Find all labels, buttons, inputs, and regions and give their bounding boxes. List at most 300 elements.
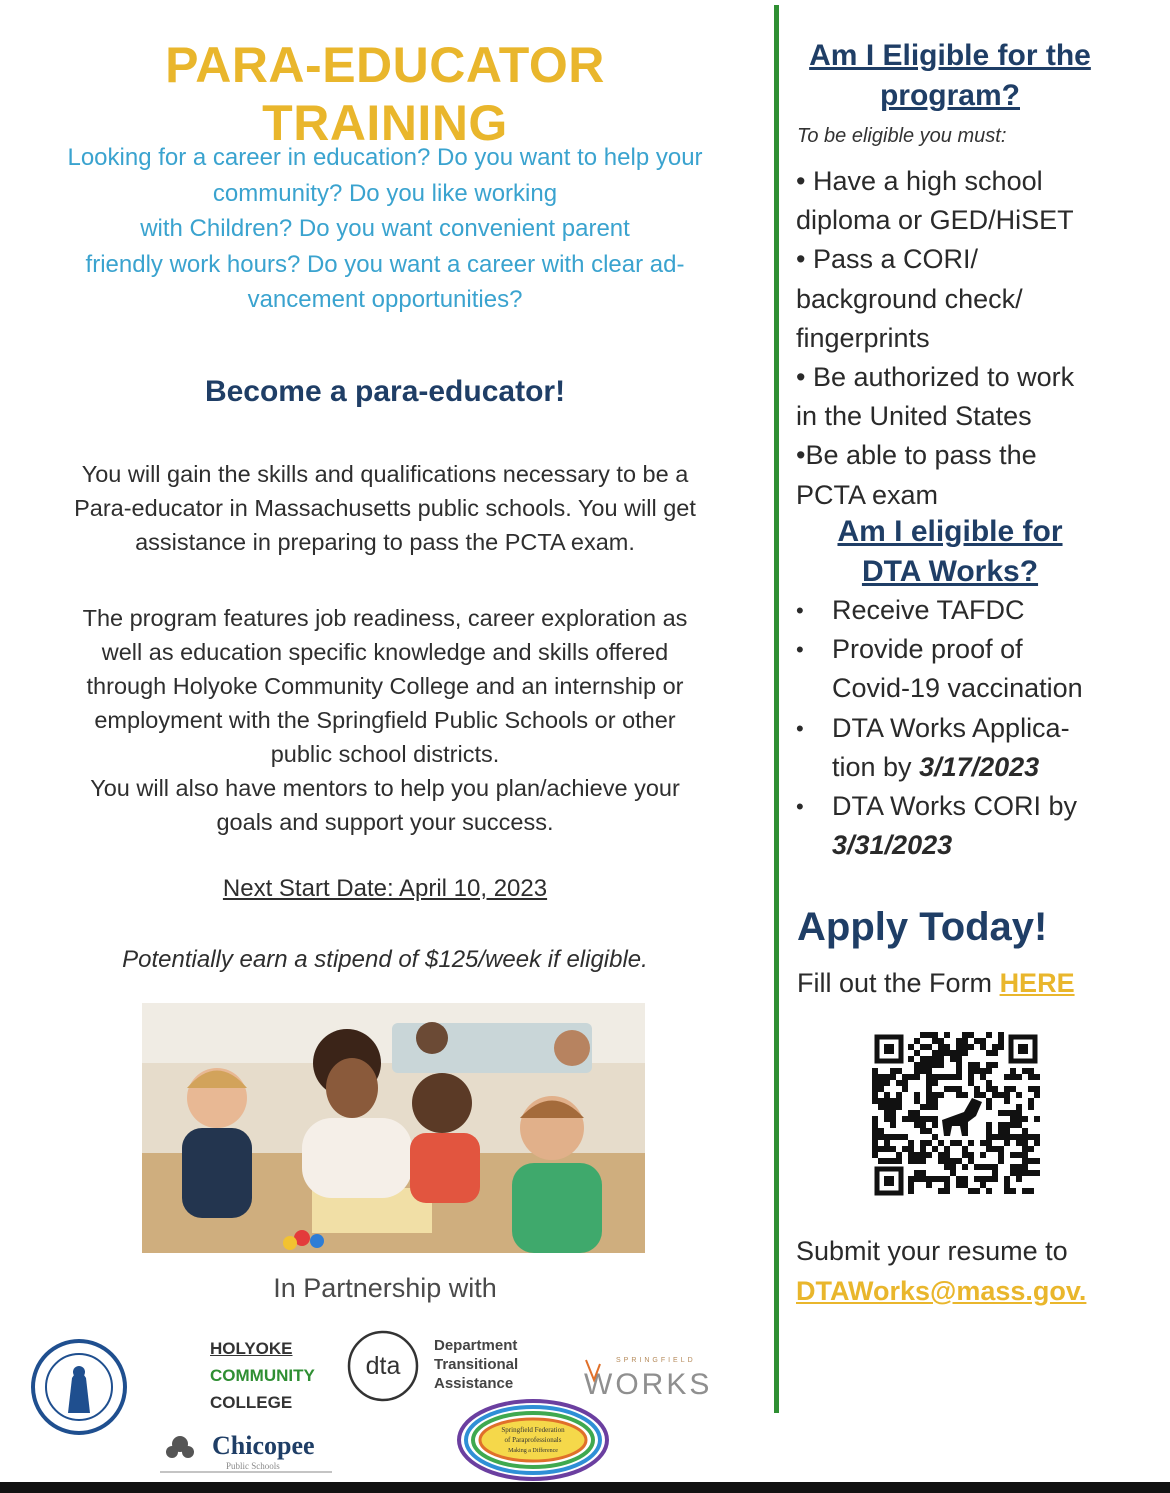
qr-module <box>1004 1074 1010 1080</box>
qr-module <box>1034 1134 1040 1140</box>
qr-module <box>890 1104 896 1110</box>
qr-module <box>884 1110 890 1116</box>
qr-module <box>1034 1116 1040 1122</box>
dta-works-list <box>796 591 1116 865</box>
qr-module <box>872 1086 878 1092</box>
qr-module <box>962 1164 968 1170</box>
qr-module <box>998 1152 1004 1158</box>
qr-module <box>992 1044 998 1050</box>
qr-module <box>962 1050 968 1056</box>
qr-module <box>872 1080 878 1086</box>
qr-module <box>920 1116 926 1122</box>
qr-module <box>896 1158 902 1164</box>
qr-module <box>908 1188 914 1194</box>
qr-module <box>1010 1152 1016 1158</box>
qr-module <box>1034 1086 1040 1092</box>
qr-module <box>938 1176 944 1182</box>
qr-module <box>1010 1116 1016 1122</box>
qr-module <box>998 1158 1004 1164</box>
start-date: Next Start Date: April 10, 2023 <box>222 875 548 902</box>
form-prompt: Fill out the Form HERE <box>797 968 1075 998</box>
qr-module <box>932 1074 938 1080</box>
qr-module <box>986 1176 992 1182</box>
qr-module <box>884 1098 890 1104</box>
qr-module <box>992 1170 998 1176</box>
qr-module <box>920 1104 926 1110</box>
qr-module <box>920 1140 926 1146</box>
qr-module <box>884 1158 890 1164</box>
qr-module <box>974 1062 980 1068</box>
qr-module <box>986 1164 992 1170</box>
qr-module <box>884 1140 890 1146</box>
qr-module <box>980 1038 986 1044</box>
qr-module <box>992 1050 998 1056</box>
qr-module <box>1034 1140 1040 1146</box>
qr-module <box>980 1044 986 1050</box>
qr-module <box>944 1158 950 1164</box>
qr-module <box>926 1080 932 1086</box>
qr-module <box>986 1122 992 1128</box>
qr-module <box>914 1092 920 1098</box>
qr-module <box>896 1068 902 1074</box>
qr-module <box>920 1056 926 1062</box>
qr-module <box>1034 1092 1040 1098</box>
intro-text: Looking for a career in education? Do you want to help your community? Do you like working with Children? Do you want convenient parent friendly work hours? Do you want a career with clear ad- vancement opportunities? <box>67 144 703 313</box>
qr-module <box>872 1116 878 1122</box>
qr-module <box>992 1176 998 1182</box>
qr-module <box>980 1164 986 1170</box>
qr-module <box>872 1074 878 1080</box>
dta-works-heading: Am I eligible for DTA Works? <box>837 515 1063 588</box>
qr-module <box>1028 1104 1034 1110</box>
qr-module <box>950 1164 956 1170</box>
qr-module <box>872 1068 878 1074</box>
qr-module <box>944 1074 950 1080</box>
qr-module <box>926 1044 932 1050</box>
qr-module <box>932 1104 938 1110</box>
qr-module <box>938 1056 944 1062</box>
qr-module <box>974 1068 980 1074</box>
federation-line-3: Making a Difference <box>508 1448 558 1454</box>
qr-module <box>932 1116 938 1122</box>
qr-module <box>914 1158 920 1164</box>
qr-module <box>962 1152 968 1158</box>
qr-module <box>986 1068 992 1074</box>
qr-module <box>968 1152 974 1158</box>
stipend-note: Potentially earn a stipend of $125/week if eligible. <box>122 946 648 973</box>
qr-module <box>962 1038 968 1044</box>
qr-module <box>968 1032 974 1038</box>
qr-module <box>1016 1074 1022 1080</box>
qr-module <box>1004 1188 1010 1194</box>
qr-module <box>956 1086 962 1092</box>
qr-module <box>932 1032 938 1038</box>
qr-module <box>890 1110 896 1116</box>
qr-module <box>926 1128 932 1134</box>
qr-module <box>1004 1086 1010 1092</box>
qr-module <box>1004 1110 1010 1116</box>
qr-module <box>908 1146 914 1152</box>
qr-module <box>1010 1068 1016 1074</box>
qr-module <box>1034 1158 1040 1164</box>
qr-module <box>950 1050 956 1056</box>
qr-module <box>926 1092 932 1098</box>
qr-module <box>944 1050 950 1056</box>
qr-module <box>992 1164 998 1170</box>
qr-module <box>1016 1122 1022 1128</box>
qr-module <box>938 1038 944 1044</box>
qr-module <box>872 1140 878 1146</box>
qr-module <box>1004 1176 1010 1182</box>
qr-module <box>896 1098 902 1104</box>
qr-module <box>986 1098 992 1104</box>
qr-module <box>974 1176 980 1182</box>
dta-text: Department Transitional Assistance <box>434 1337 519 1392</box>
qr-module <box>932 1092 938 1098</box>
qr-module <box>944 1086 950 1092</box>
apply-heading: Apply Today! <box>797 905 1048 949</box>
qr-module <box>908 1152 914 1158</box>
qr-module <box>1010 1122 1016 1128</box>
eligibility-subheading: To be eligible you must: <box>797 125 1007 147</box>
qr-module <box>1022 1170 1028 1176</box>
qr-module <box>1016 1092 1022 1098</box>
dta-mark: dta <box>365 1352 401 1380</box>
qr-module <box>980 1182 986 1188</box>
qr-module <box>914 1116 920 1122</box>
qr-module <box>1016 1104 1022 1110</box>
qr-module <box>1010 1086 1016 1092</box>
qr-module <box>1004 1128 1010 1134</box>
qr-module <box>1022 1164 1028 1170</box>
qr-module <box>944 1176 950 1182</box>
qr-module <box>926 1068 932 1074</box>
list-item: • Provide proof of Covid-19 vaccination <box>796 634 1083 704</box>
qr-module <box>938 1140 944 1146</box>
qr-module <box>998 1110 1004 1116</box>
qr-module <box>986 1062 992 1068</box>
qr-module <box>908 1158 914 1164</box>
email-link[interactable]: DTAWorks@mass.gov. <box>796 1276 1087 1306</box>
qr-module <box>878 1086 884 1092</box>
qr-module <box>908 1116 914 1122</box>
qr-module <box>1016 1152 1022 1158</box>
qr-module <box>908 1110 914 1116</box>
qr-module <box>1004 1134 1010 1140</box>
qr-module <box>980 1074 986 1080</box>
qr-module <box>962 1182 968 1188</box>
qr-module <box>944 1044 950 1050</box>
qr-module <box>1028 1158 1034 1164</box>
qr-module <box>944 1152 950 1158</box>
qr-module <box>956 1140 962 1146</box>
qr-module <box>968 1080 974 1086</box>
qr-module <box>890 1068 896 1074</box>
qr-module <box>956 1176 962 1182</box>
qr-module <box>950 1086 956 1092</box>
qr-module <box>956 1038 962 1044</box>
qr-module <box>950 1056 956 1062</box>
qr-module <box>926 1056 932 1062</box>
qr-module <box>968 1044 974 1050</box>
qr-module <box>908 1044 914 1050</box>
qr-module <box>926 1098 932 1104</box>
qr-module <box>938 1044 944 1050</box>
qr-module <box>1004 1140 1010 1146</box>
qr-module <box>878 1146 884 1152</box>
qr-module <box>944 1188 950 1194</box>
qr-module <box>950 1158 956 1164</box>
qr-module <box>890 1122 896 1128</box>
qr-module <box>890 1146 896 1152</box>
qr-module <box>974 1188 980 1194</box>
qr-module <box>896 1080 902 1086</box>
form-link[interactable]: HERE <box>999 968 1075 998</box>
qr-module <box>872 1128 878 1134</box>
qr-module <box>986 1104 992 1110</box>
qr-module <box>956 1068 962 1074</box>
eligibility-heading: Am I Eligible for the program? <box>809 39 1091 112</box>
qr-module <box>908 1056 914 1062</box>
qr-module <box>878 1158 884 1164</box>
qr-module <box>956 1074 962 1080</box>
works-big-text: WORKS <box>584 1368 713 1400</box>
qr-module <box>968 1062 974 1068</box>
become-heading: Become a para-educator! <box>204 375 566 408</box>
qr-module <box>884 1134 890 1140</box>
qr-module <box>962 1176 968 1182</box>
qr-module <box>920 1152 926 1158</box>
qr-module <box>986 1050 992 1056</box>
qr-module <box>914 1122 920 1128</box>
qr-module <box>962 1092 968 1098</box>
qr-module <box>932 1176 938 1182</box>
qr-module <box>986 1146 992 1152</box>
qr-module <box>1022 1140 1028 1146</box>
qr-module <box>932 1038 938 1044</box>
chicopee-public-schools-logo <box>160 1426 332 1474</box>
qr-module <box>938 1050 944 1056</box>
qr-module <box>932 1062 938 1068</box>
qr-module <box>998 1128 1004 1134</box>
qr-module <box>956 1056 962 1062</box>
qr-module <box>998 1134 1004 1140</box>
qr-module <box>872 1092 878 1098</box>
classroom-photo <box>142 1003 645 1253</box>
qr-module <box>878 1134 884 1140</box>
qr-module <box>962 1032 968 1038</box>
qr-module <box>992 1146 998 1152</box>
qr-module <box>872 1152 878 1158</box>
qr-module <box>950 1074 956 1080</box>
qr-module <box>956 1062 962 1068</box>
qr-module <box>986 1086 992 1092</box>
qr-module <box>1016 1134 1022 1140</box>
qr-module <box>1010 1164 1016 1170</box>
qr-module <box>1010 1188 1016 1194</box>
qr-module <box>884 1092 890 1098</box>
qr-module <box>920 1032 926 1038</box>
qr-module <box>950 1170 956 1176</box>
qr-module <box>986 1080 992 1086</box>
qr-module <box>1028 1098 1034 1104</box>
qr-module <box>884 1116 890 1122</box>
qr-code[interactable] <box>872 1032 1040 1198</box>
qr-module <box>908 1182 914 1188</box>
qr-module <box>890 1158 896 1164</box>
qr-module <box>902 1134 908 1140</box>
qr-module <box>968 1074 974 1080</box>
qr-module <box>968 1158 974 1164</box>
qr-module <box>914 1068 920 1074</box>
qr-module <box>986 1140 992 1146</box>
qr-module <box>884 1074 890 1080</box>
qr-module <box>992 1062 998 1068</box>
qr-module <box>902 1116 908 1122</box>
qr-module <box>968 1188 974 1194</box>
qr-module <box>938 1062 944 1068</box>
qr-module <box>902 1080 908 1086</box>
qr-module <box>920 1128 926 1134</box>
partnership-label: In Partnership with <box>273 1273 497 1303</box>
qr-module <box>932 1122 938 1128</box>
qr-module <box>884 1080 890 1086</box>
qr-module <box>974 1164 980 1170</box>
qr-module <box>908 1140 914 1146</box>
qr-module <box>992 1134 998 1140</box>
qr-module <box>974 1038 980 1044</box>
qr-module <box>1016 1164 1022 1170</box>
qr-module <box>1028 1188 1034 1194</box>
qr-module <box>1022 1188 1028 1194</box>
qr-module <box>902 1146 908 1152</box>
qr-module <box>938 1152 944 1158</box>
list-item: • DTA Works CORI by 3/31/2023 <box>796 787 1116 865</box>
qr-module <box>1010 1110 1016 1116</box>
qr-module <box>1004 1122 1010 1128</box>
qr-module <box>1016 1170 1022 1176</box>
qr-module <box>1022 1158 1028 1164</box>
qr-module <box>926 1182 932 1188</box>
qr-module <box>956 1182 962 1188</box>
qr-module <box>926 1086 932 1092</box>
qr-module <box>902 1086 908 1092</box>
qr-module <box>920 1044 926 1050</box>
qr-module <box>974 1086 980 1092</box>
qr-module <box>920 1062 926 1068</box>
works-small-text: SPRINGFIELD <box>616 1357 696 1364</box>
qr-module <box>914 1152 920 1158</box>
list-item: • DTA Works Applica- tion by 3/17/2023 <box>796 712 1070 782</box>
qr-module <box>968 1140 974 1146</box>
dta-logo <box>345 1328 421 1404</box>
qr-module <box>1028 1134 1034 1140</box>
resume-instructions: Submit your resume to DTAWorks@mass.gov. <box>796 1231 1086 1311</box>
qr-module <box>980 1068 986 1074</box>
qr-module <box>1016 1140 1022 1146</box>
qr-module <box>884 1146 890 1152</box>
qr-module <box>980 1152 986 1158</box>
qr-module <box>968 1068 974 1074</box>
qr-module <box>962 1044 968 1050</box>
qr-module <box>1004 1182 1010 1188</box>
qr-module <box>998 1032 1004 1038</box>
qr-module <box>998 1038 1004 1044</box>
qr-module <box>998 1092 1004 1098</box>
qr-module <box>932 1146 938 1152</box>
qr-module <box>926 1104 932 1110</box>
qr-module <box>1022 1128 1028 1134</box>
qr-module <box>1028 1170 1034 1176</box>
qr-module <box>1016 1176 1022 1182</box>
eligibility-requirements: • Have a high school diploma or GED/HiSET • Pass a CORI/ background check/ fingerprints • Be authorized to work in the United States •Be able to pass the PCTA exam <box>796 166 1075 510</box>
qr-module <box>980 1176 986 1182</box>
qr-module <box>920 1122 926 1128</box>
qr-module <box>914 1074 920 1080</box>
qr-module <box>878 1104 884 1110</box>
qr-module <box>896 1134 902 1140</box>
qr-module <box>872 1134 878 1140</box>
qr-module <box>920 1170 926 1176</box>
qr-module <box>1004 1098 1010 1104</box>
qr-module <box>1028 1086 1034 1092</box>
qr-module <box>938 1092 944 1098</box>
qr-module <box>998 1122 1004 1128</box>
qr-module <box>890 1116 896 1122</box>
qr-module <box>914 1176 920 1182</box>
qr-module <box>914 1050 920 1056</box>
qr-module <box>896 1152 902 1158</box>
qr-module <box>1034 1170 1040 1176</box>
qr-module <box>926 1140 932 1146</box>
qr-module <box>902 1074 908 1080</box>
qr-module <box>980 1092 986 1098</box>
qr-module <box>908 1074 914 1080</box>
qr-module <box>956 1044 962 1050</box>
qr-module <box>980 1140 986 1146</box>
chicopee-name: Chicopee <box>212 1431 315 1460</box>
list-item: • Receive TAFDC <box>796 595 1025 625</box>
qr-module <box>872 1122 878 1128</box>
holyoke-community-college-logo: HOLYOKE COMMUNITY COLLEGE <box>210 1339 315 1412</box>
qr-module <box>956 1050 962 1056</box>
qr-module <box>878 1128 884 1134</box>
qr-module <box>914 1098 920 1104</box>
qr-module <box>950 1140 956 1146</box>
qr-module <box>1010 1134 1016 1140</box>
qr-module <box>878 1074 884 1080</box>
qr-module <box>1010 1170 1016 1176</box>
skills-paragraph: You will gain the skills and qualifications necessary to be a Para-educator in Massachusetts public schools. You will get assistance in preparing to pass the PCTA exam. <box>74 461 696 555</box>
qr-module <box>938 1158 944 1164</box>
qr-module <box>986 1134 992 1140</box>
qr-module <box>1022 1152 1028 1158</box>
qr-module <box>914 1110 920 1116</box>
qr-module <box>932 1050 938 1056</box>
qr-module <box>932 1098 938 1104</box>
qr-module <box>926 1176 932 1182</box>
qr-module <box>944 1146 950 1152</box>
qr-module <box>872 1146 878 1152</box>
qr-module <box>1004 1092 1010 1098</box>
qr-module <box>890 1098 896 1104</box>
qr-module <box>1022 1146 1028 1152</box>
federation-line-1: Springfield Federation <box>501 1426 565 1434</box>
classroom-illustration <box>142 1003 645 1253</box>
qr-module <box>1016 1110 1022 1116</box>
qr-module <box>944 1032 950 1038</box>
springfield-public-schools-seal <box>30 1338 128 1436</box>
